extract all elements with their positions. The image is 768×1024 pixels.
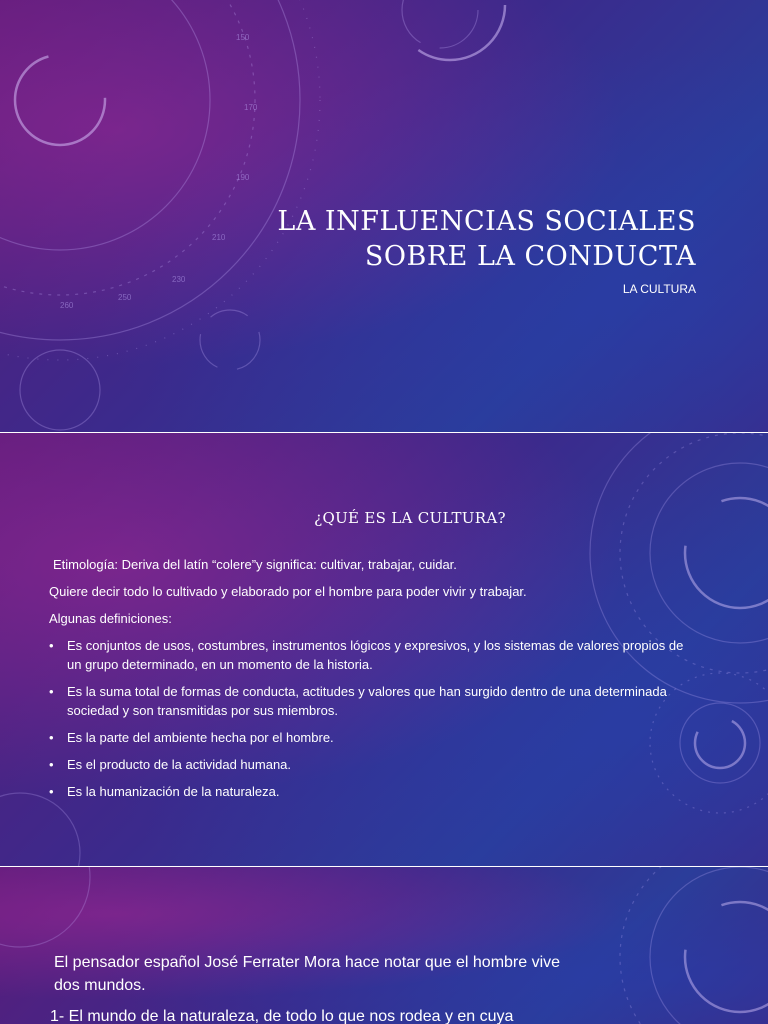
bullet-icon: • [49,730,54,745]
bullet-icon: • [49,784,54,799]
intro-paragraph: El pensador español José Ferrater Mora hace notar que el hombre vive dos mundos. [54,954,561,994]
definitions-list [49,636,689,801]
slide-title-line-1: LA INFLUENCIAS SOCIALES [277,206,696,237]
list-item: • Es la humanización de la naturaleza. [49,784,280,799]
title-slide [0,0,768,432]
definitions-heading: Algunas definiciones: [49,611,172,626]
meaning-paragraph: Quiere decir todo lo cultivado y elaborado por el hombre para poder vivir y trabajar. [49,584,527,599]
svg-text:190: 190 [236,173,250,182]
svg-text:150: 150 [236,33,250,42]
bullet-icon: • [49,638,54,653]
content-slide [0,867,768,1024]
list-item: • Es conjuntos de usos, costumbres, instrumentos lógicos y expresivos, y los sistemas de valores propios de un grupo determinado, en un momento de la historia. [49,638,684,672]
list-item: • Es el producto de la actividad humana. [49,757,292,772]
slide-subtitle: LA CULTURA [622,282,696,296]
bullet-icon: • [49,684,54,699]
list-item: • Es la suma total de formas de conducta, actitudes y valores que han surgido dentro de una determinada sociedad y son transmitidas por sus miembros. [49,684,667,718]
slide-title [176,204,696,274]
slide-title: ¿QUÉ ES LA CULTURA? [314,509,506,527]
svg-text:210: 210 [212,233,226,242]
svg-text:170: 170 [244,103,258,112]
svg-text:250: 250 [118,293,132,302]
slide-body [50,951,570,1024]
svg-text:260: 260 [60,301,74,310]
bullet-icon: • [49,757,54,772]
definition-slide [0,433,768,866]
first-world-paragraph: 1- El mundo de la naturaleza, de todo lo que nos rodea y en cuya [50,1008,514,1024]
slide-title-line-2: SOBRE LA CONDUCTA [364,241,696,272]
svg-text:230: 230 [172,275,186,284]
list-item: • Es la parte del ambiente hecha por el hombre. [49,730,334,745]
slide-body [49,555,689,809]
etymology-paragraph: Etimología: Deriva del latín “colere”y significa: cultivar, trabajar, cuidar. [53,557,457,572]
